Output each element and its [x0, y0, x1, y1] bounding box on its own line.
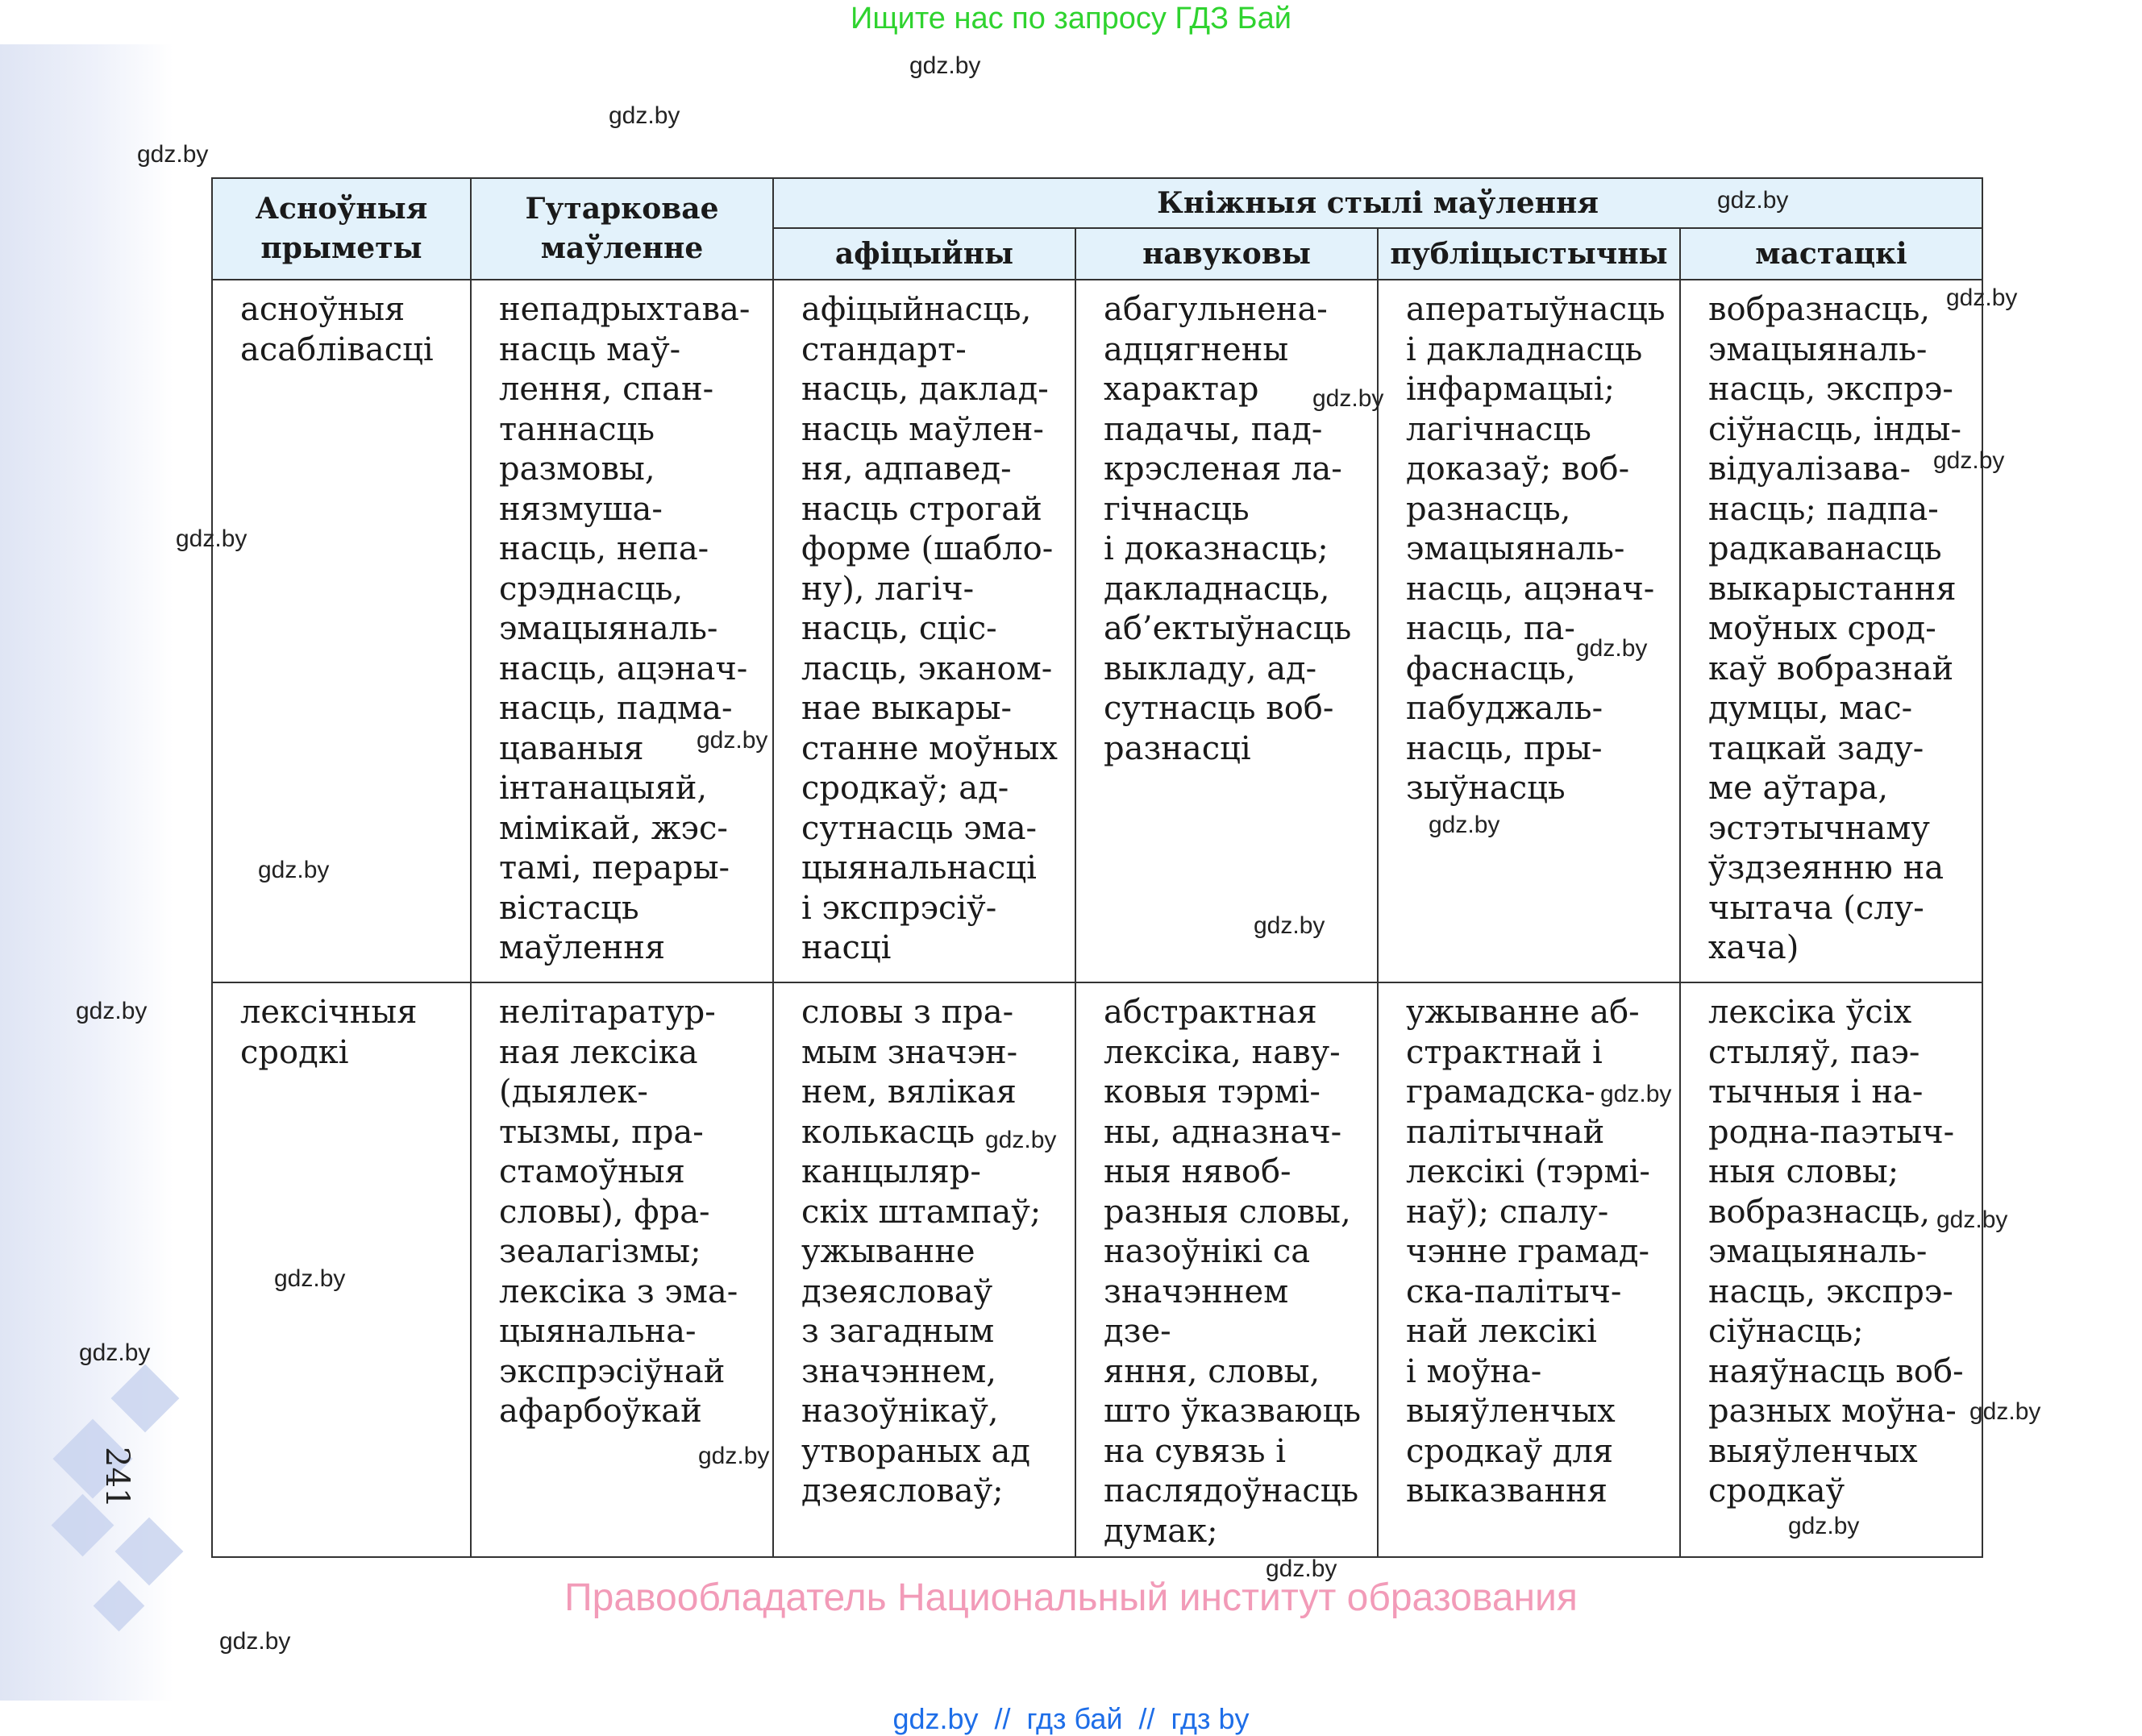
- watermark: gdz.by: [1600, 1081, 1672, 1107]
- table-row: [212, 982, 1982, 1557]
- watermark: gdz.by: [137, 141, 209, 168]
- header-artistic: мастацкі: [1680, 228, 1982, 280]
- watermark: gdz.by: [985, 1127, 1057, 1153]
- watermark: gdz.by: [79, 1339, 151, 1366]
- watermark: gdz.by: [1266, 1555, 1337, 1582]
- header-colloquial: Гутарковае маўленне: [471, 178, 773, 280]
- speech-styles-table: [211, 177, 1983, 1558]
- cell-artistic: лексіка ўсіх стыляў, паэ- тычныя і на- родна-паэтыч- ныя словы; вобразнасць, эмацыяналь- насць, экспрэ- сіўнасць; наяўнасць воб- разных моўна- выяўленчых сродкаў: [1680, 982, 1982, 1557]
- watermark: gdz.by: [274, 1265, 346, 1292]
- cell-scientific: абагульнена- адцягнены характар падачы, пад- крэсленая ла- гічнасць і доказнасць; дакладнасць, аб’ектыўнасць выкладу, ад- сутнасць воб- разнасці: [1075, 280, 1378, 982]
- watermark: gdz.by: [76, 998, 148, 1024]
- watermark: gdz.by: [1788, 1513, 1860, 1539]
- cell-artistic: вобразнасць, эмацыяналь- насць, экспрэ- сіўнасць, інды- відуалізава- насць; падпа- радкаванасць выкарыстання моўных срод- каў вобразнай думцы, мас- тацкай заду- ме аўтара, эстэтычнаму ўздзеянню на чытача (слу- хача): [1680, 280, 1982, 982]
- watermark: gdz.by: [1717, 187, 1789, 214]
- header-official: афіцыйны: [773, 228, 1075, 280]
- copyright-notice: Правообладатель Национальный институт образования: [564, 1576, 1578, 1619]
- cell-scientific: абстрактная лексіка, наву- ковыя тэрмі- ны, адназнач- ныя нявоб- разныя словы, назоўнікі са значэннем дзе- яння, словы, што ўказваюць на сувязь і паслядоўнасць думак;: [1075, 982, 1378, 1557]
- watermark: gdz.by: [1946, 284, 2018, 311]
- watermark: gdz.by: [909, 52, 981, 79]
- watermark: gdz.by: [1254, 912, 1325, 939]
- cell-colloquial: непадрыхтава- насць маў- лення, спан- таннасць размовы, нязмуша- насць, непа- срэднасць, эмацыяналь- насць, ацэнач- насць, падма- цаваныя інтанацыяй, мімікай, жэс- тамі, перары- вістасць маўлення: [471, 280, 773, 982]
- watermark: gdz.by: [1429, 812, 1500, 838]
- watermark: gdz.by: [176, 525, 247, 552]
- watermark: gdz.by: [1576, 635, 1648, 662]
- cell-feature: асноўныя асаблівасці: [212, 280, 471, 982]
- watermark: gdz.by: [1933, 447, 2005, 474]
- header-features: Асноўныя прыметы: [212, 178, 471, 280]
- header-bookish-styles: Кніжныя стылі маўлення: [773, 178, 1982, 228]
- cell-publicistic: аператыўнасць і дакладнасць інфармацыі; лагічнасць доказаў; воб- разнасць, эмацыяналь- насць, ацэнач- насць, па- фаснасць, пабуджаль- насць, пры- зыўнасць: [1378, 280, 1680, 982]
- cell-publicistic: ужыванне аб- страктнай і грамадска- палітычнай лексікі (тэрмі- наў); спалу- чэнне грамад- ска-палітыч- най лексікі і моўна- выяўленчых сродкаў для выказвання: [1378, 982, 1680, 1557]
- header-publicistic: публіцыстычны: [1378, 228, 1680, 280]
- header-scientific: навуковы: [1075, 228, 1378, 280]
- watermark: gdz.by: [698, 1443, 770, 1469]
- cell-feature: лексічныя сродкі: [212, 982, 471, 1557]
- footer-links[interactable]: gdz.by // гдз бай // гдз by: [892, 1702, 1250, 1735]
- watermark: gdz.by: [1969, 1398, 2041, 1425]
- watermark: gdz.by: [1312, 385, 1384, 412]
- watermark: gdz.by: [609, 102, 680, 129]
- watermark: gdz.by: [697, 727, 768, 754]
- search-banner[interactable]: Ищите нас по запросу ГДЗ Бай: [851, 2, 1291, 35]
- table-row: [212, 280, 1982, 982]
- cell-colloquial: нелітаратур- ная лексіка (дыялек- тызмы, пра- стамоўныя словы), фра- зеалагізмы; лексіка з эма- цыянальна- экспрэсіўнай афарбоўкай: [471, 982, 773, 1557]
- watermark: gdz.by: [1936, 1206, 2008, 1233]
- cell-official: словы з пра- мым значэн- нем, вялікая колькасць канцыляр- скіх штампаў; ужыванне дзеясловаў з загадным значэннем, назоўнікаў, утвораных ад дзеясловаў;: [773, 982, 1075, 1557]
- page-number: 241: [98, 1447, 135, 1509]
- watermark: gdz.by: [258, 857, 330, 883]
- watermark: gdz.by: [219, 1628, 291, 1655]
- cell-official: афіцыйнасць, стандарт- насць, даклад- насць маўлен- ня, адпавед- насць строгай форме (шабло- ну), лагіч- насць, сціс- ласць, эканом- нае выкары- станне моўных сродкаў; ад- сутнасць эма- цыянальнасці і экспрэсіў- насці: [773, 280, 1075, 982]
